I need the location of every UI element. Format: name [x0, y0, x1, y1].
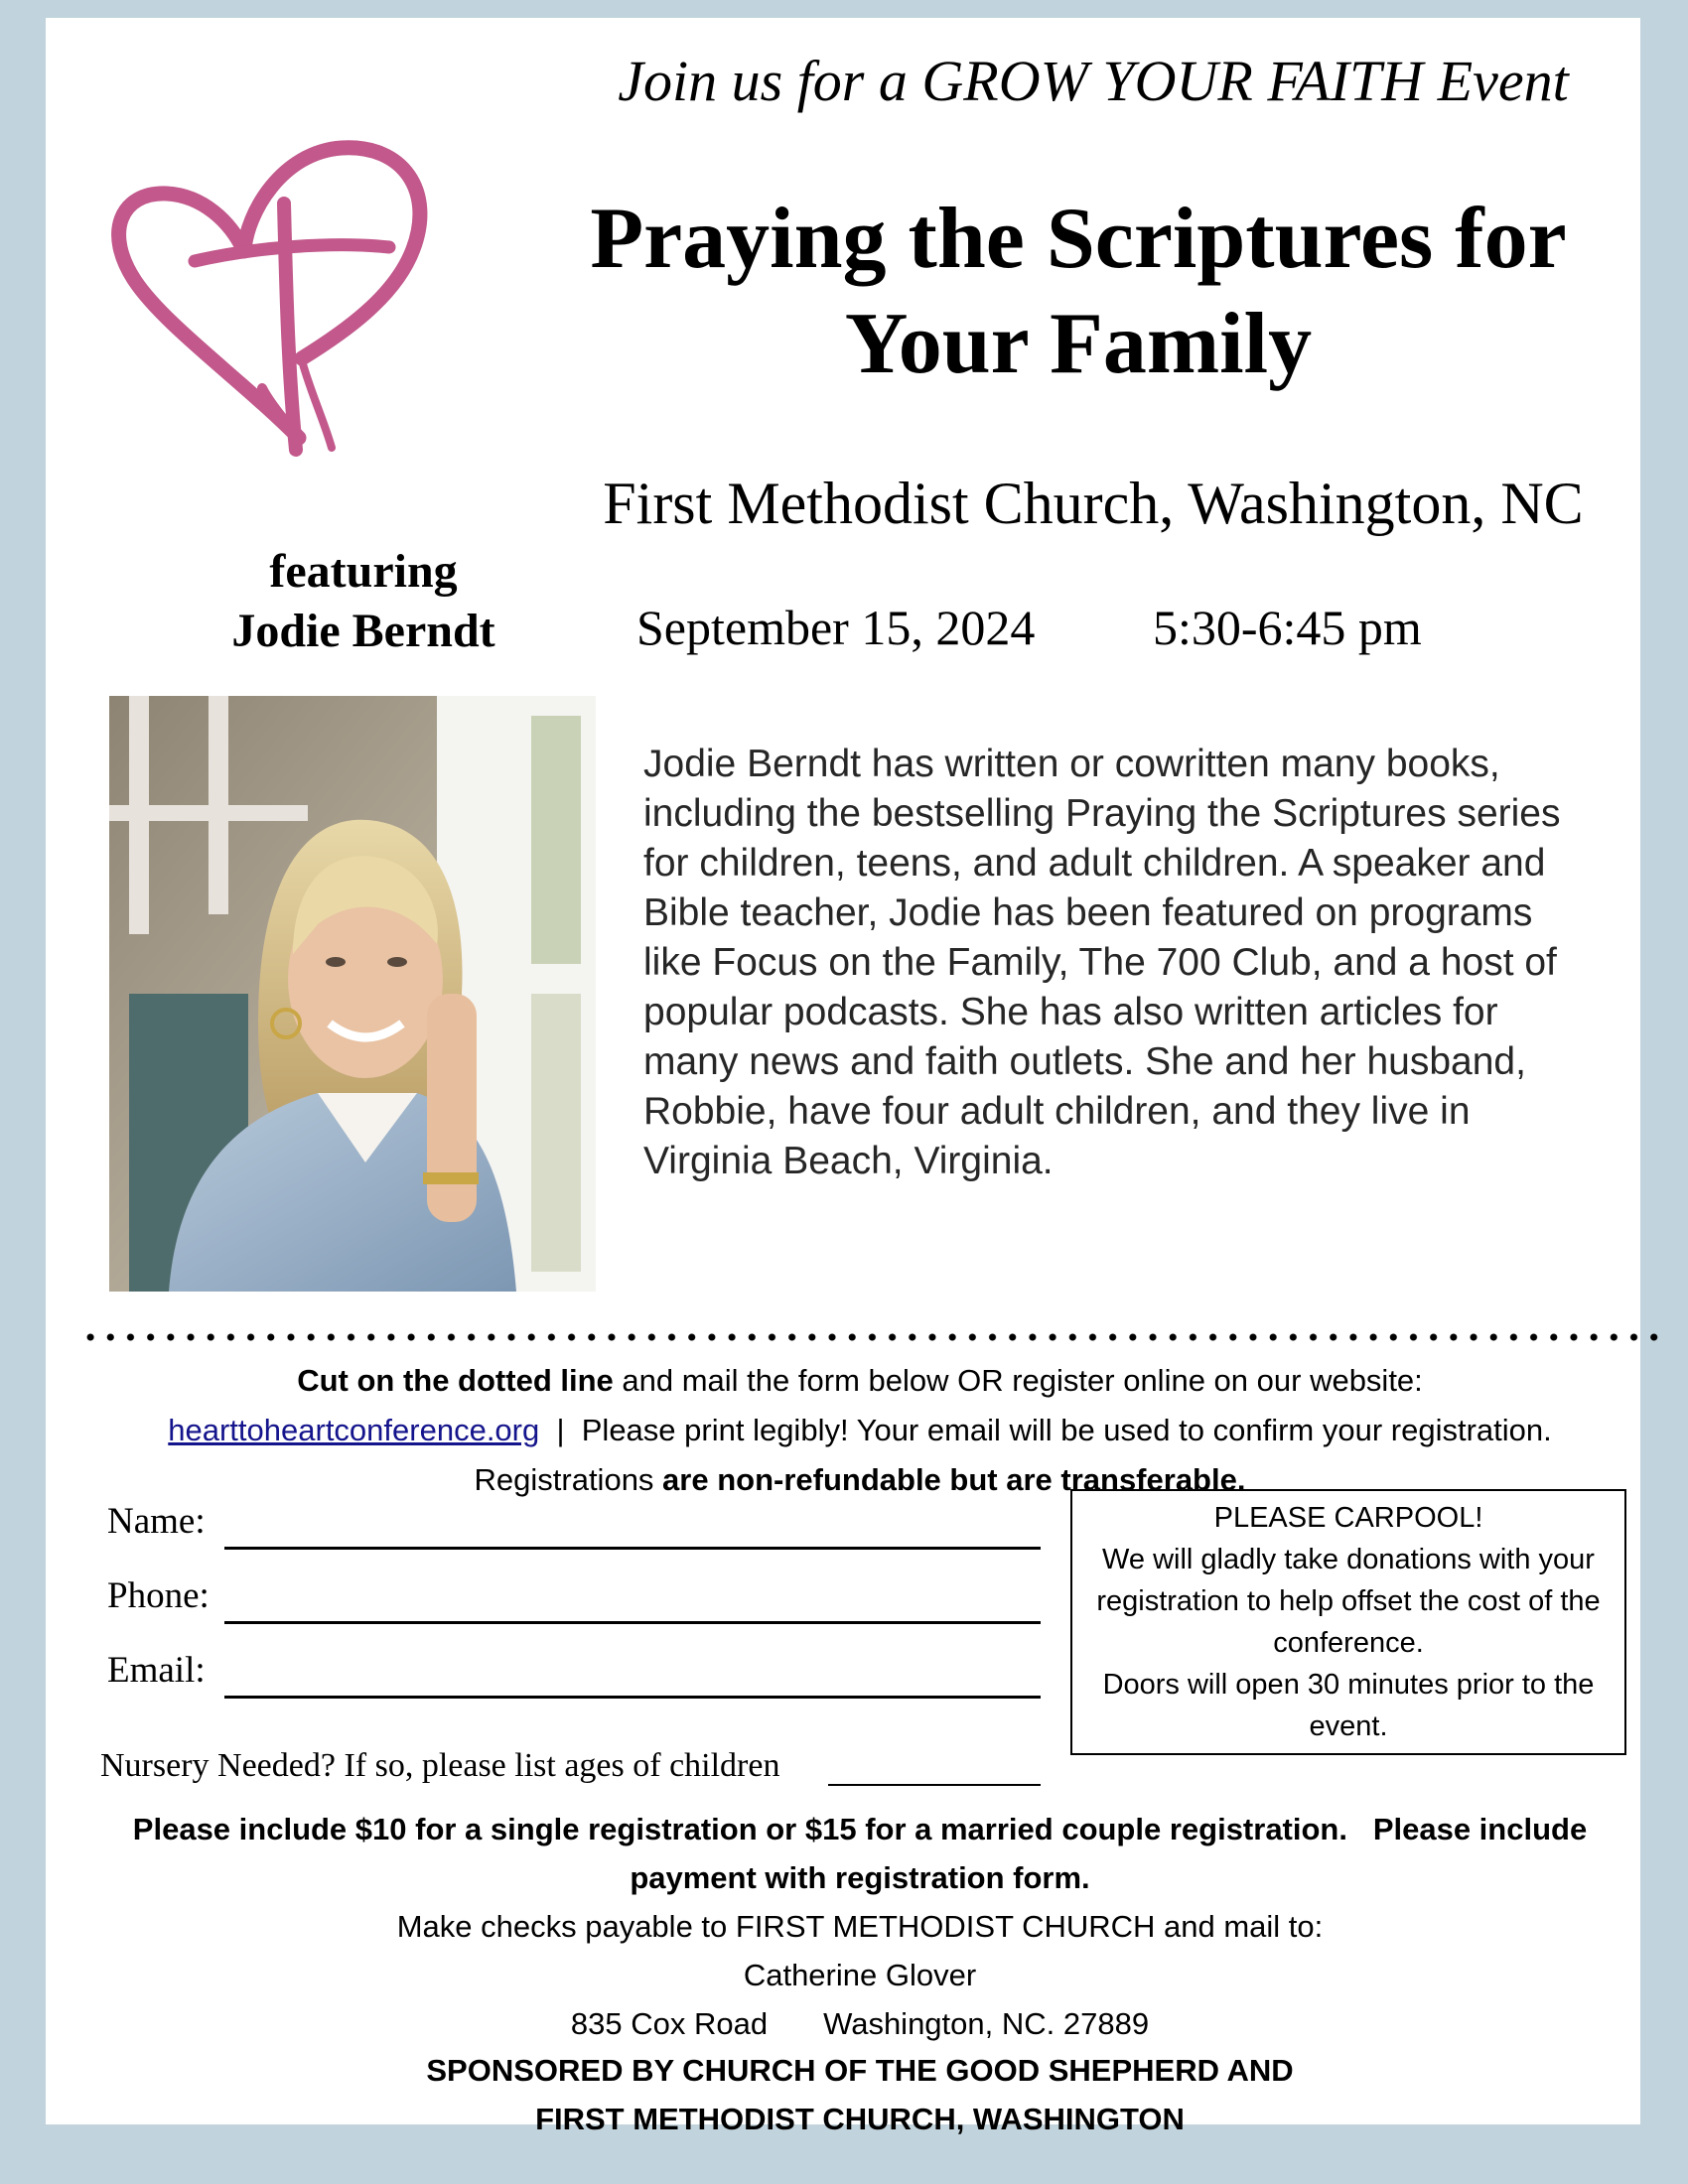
event-date: September 15, 2024 [636, 600, 1036, 655]
title-line-2: Your Family [844, 296, 1313, 392]
print-note: Please print legibly! Your email will be used to confirm your registration. [581, 1413, 1552, 1447]
registration-instructions [66, 1356, 1654, 1505]
featuring-block [155, 542, 572, 661]
mailing-address [105, 1999, 1615, 2048]
fee-line-1: Please include $10 for a single registration or $15 for a married couple registration. Please include [132, 1812, 1588, 1846]
recipient-name: Catherine Glover [743, 1958, 977, 1992]
cut-dotted-line [80, 1330, 1659, 1344]
cut-line [66, 1356, 1654, 1406]
name-label: Name: [107, 1501, 206, 1542]
event-title [463, 187, 1688, 397]
nursery-label: Nursery Needed? If so, please list ages of children [100, 1747, 780, 1784]
heart-cross-icon [75, 122, 492, 509]
fee-line-2: payment with registration form. [630, 1860, 1090, 1895]
city-state-zip: Washington, NC. 27889 [823, 2006, 1150, 2041]
street-address: 835 Cox Road [570, 2006, 769, 2041]
event-time: 5:30-6:45 pm [1153, 600, 1422, 655]
speaker-bio: Jodie Berndt has written or cowritten many books, including the bestselling Praying the Scriptures series for children, teens, and adult children. A speaker and Bible teacher, Jodie has been featured on programs like Focus on the Family, The 700 Club, and a host of popular podcasts. She has also written articles for many news and faith outlets. She and her husband, Robbie, have four adult children, and they live in Virginia Beach, Virginia. [643, 743, 1561, 1182]
carpool-doors: Doors will open 30 minutes prior to the event. [1102, 1669, 1595, 1742]
speaker-photo [109, 696, 596, 1292]
cut-bold-text: Cut on the dotted line [297, 1363, 614, 1398]
cut-rest-text: and mail the form below OR register online on our website: [613, 1363, 1423, 1398]
nursery-field[interactable] [828, 1784, 1041, 1786]
phone-label: Phone: [107, 1575, 210, 1616]
email-field[interactable] [224, 1696, 1041, 1699]
carpool-heading: PLEASE CARPOOL! [1213, 1502, 1483, 1534]
checks-payable: Make checks payable to FIRST METHODIST CHURCH and mail to: [396, 1909, 1324, 1944]
sponsor-line-2: FIRST METHODIST CHURCH, WASHINGTON [535, 2102, 1185, 2136]
flyer-page [46, 18, 1640, 2136]
refund-bold-text: are non-refundable but are transferable. [662, 1462, 1246, 1497]
title-line-1: Praying the Scriptures for [590, 191, 1567, 287]
event-tagline: Join us for a GROW YOUR FAITH Event [618, 49, 1569, 113]
separator: | [539, 1413, 582, 1447]
name-field[interactable] [224, 1547, 1041, 1550]
featuring-label: featuring [269, 545, 458, 598]
phone-field[interactable] [224, 1621, 1041, 1624]
sponsor-line-1: SPONSORED BY CHURCH OF THE GOOD SHEPHERD AND [426, 2053, 1294, 2088]
sponsor-block [105, 2046, 1615, 2143]
carpool-box [1070, 1489, 1626, 1755]
refund-plain-text: Registrations [474, 1462, 663, 1497]
website-line [66, 1406, 1654, 1455]
email-label: Email: [107, 1650, 206, 1691]
carpool-donations: We will gladly take donations with your registration to help offset the cost of the conference. [1096, 1544, 1601, 1659]
speaker-name: Jodie Berndt [231, 605, 495, 657]
payment-fee [105, 1805, 1615, 1902]
venue: First Methodist Church, Washington, NC [603, 471, 1584, 536]
website-link[interactable]: hearttoheartconference.org [168, 1413, 540, 1447]
mailing-info [105, 1902, 1615, 2048]
